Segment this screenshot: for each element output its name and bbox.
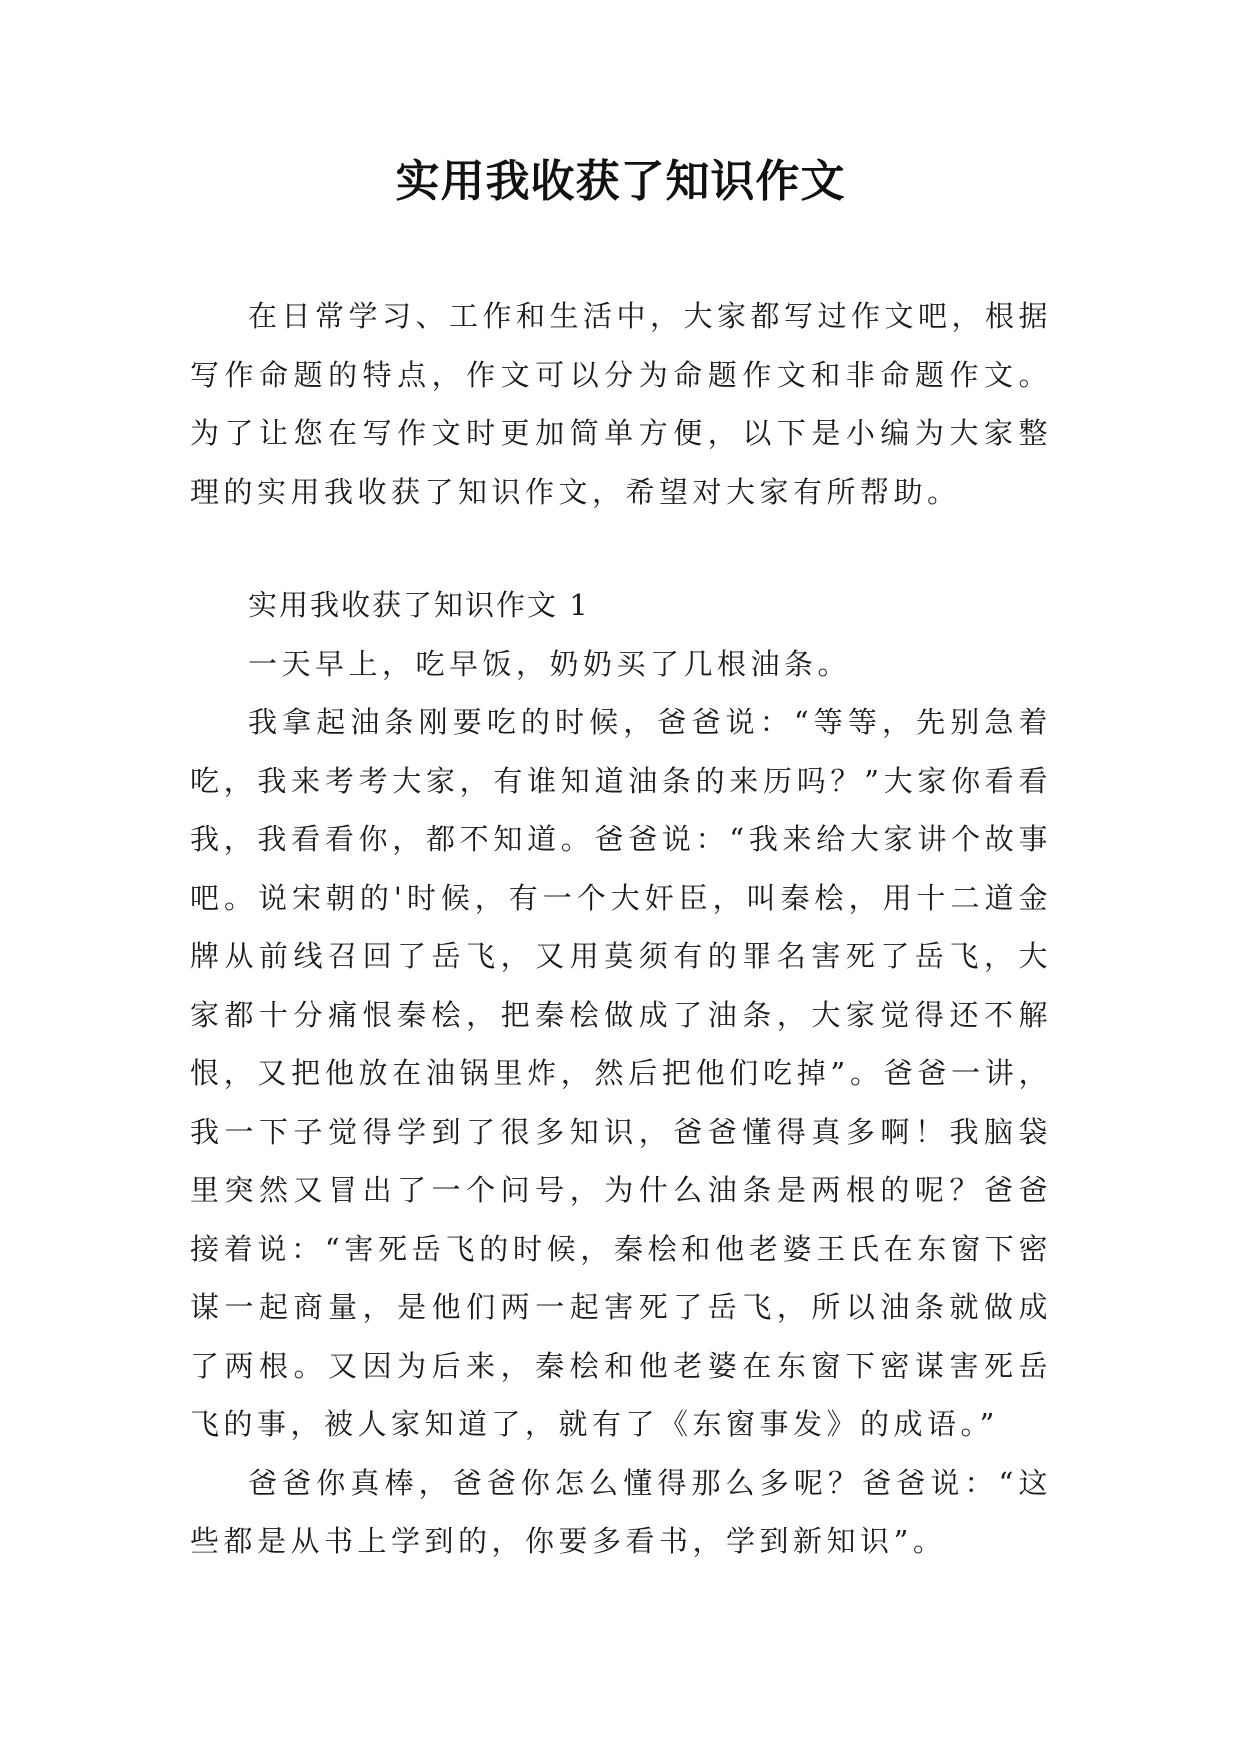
intro-paragraph: 在日常学习、工作和生活中，大家都写过作文吧，根据写作命题的特点，作文可以分为命题作文和非命题作文。为了让您在写作文时更加简单方便，以下是小编为大家整理的实用我收获了知识作文，希望对大家有所帮助。: [190, 299, 1053, 509]
essay-paragraph: 爸爸你真棒，爸爸你怎么懂得那么多呢？爸爸说：“这些都是从书上学到的，你要多看书，学到新知识”。: [190, 1465, 1052, 1558]
essay-section: [190, 576, 1052, 1571]
essay-paragraph: 我拿起油条刚要吃的时候，爸爸说：“等等，先别急着吃，我来考考大家，有谁知道油条的来历吗？”大家你看看我，我看看你，都不知道。爸爸说：“我来给大家讲个故事吧。说宋朝的'时候，有一个大奸臣，叫秦桧，用十二道金牌从前线召回了岳飞，又用莫须有的罪名害死了岳飞，大家都十分痛恨秦桧，把秦桧做成了油条，大家觉得还不解恨，又把他放在油锅里炸，然后把他们吃掉”。爸爸一讲，我一下子觉得学到了很多知识，爸爸懂得真多啊！我脑袋里突然又冒出了一个问号，为什么油条是两根的呢？爸爸接着说：“害死岳飞的时候，秦桧和他老婆王氏在东窗下密谋一起商量，是他们两一起害死了岳飞，所以油条就做成了两根。又因为后来，秦桧和他老婆在东窗下密谋害死岳飞的事，被人家知道了，就有了《东窗事发》的成语。”: [190, 705, 1052, 1441]
intro-block: [190, 287, 1052, 521]
section-heading: 实用我收获了知识作文 1: [248, 588, 590, 622]
document-title: 实用我收获了知识作文: [395, 156, 846, 207]
essay-paragraph: 一天早上，吃早饭，奶奶买了几根油条。: [248, 646, 852, 681]
